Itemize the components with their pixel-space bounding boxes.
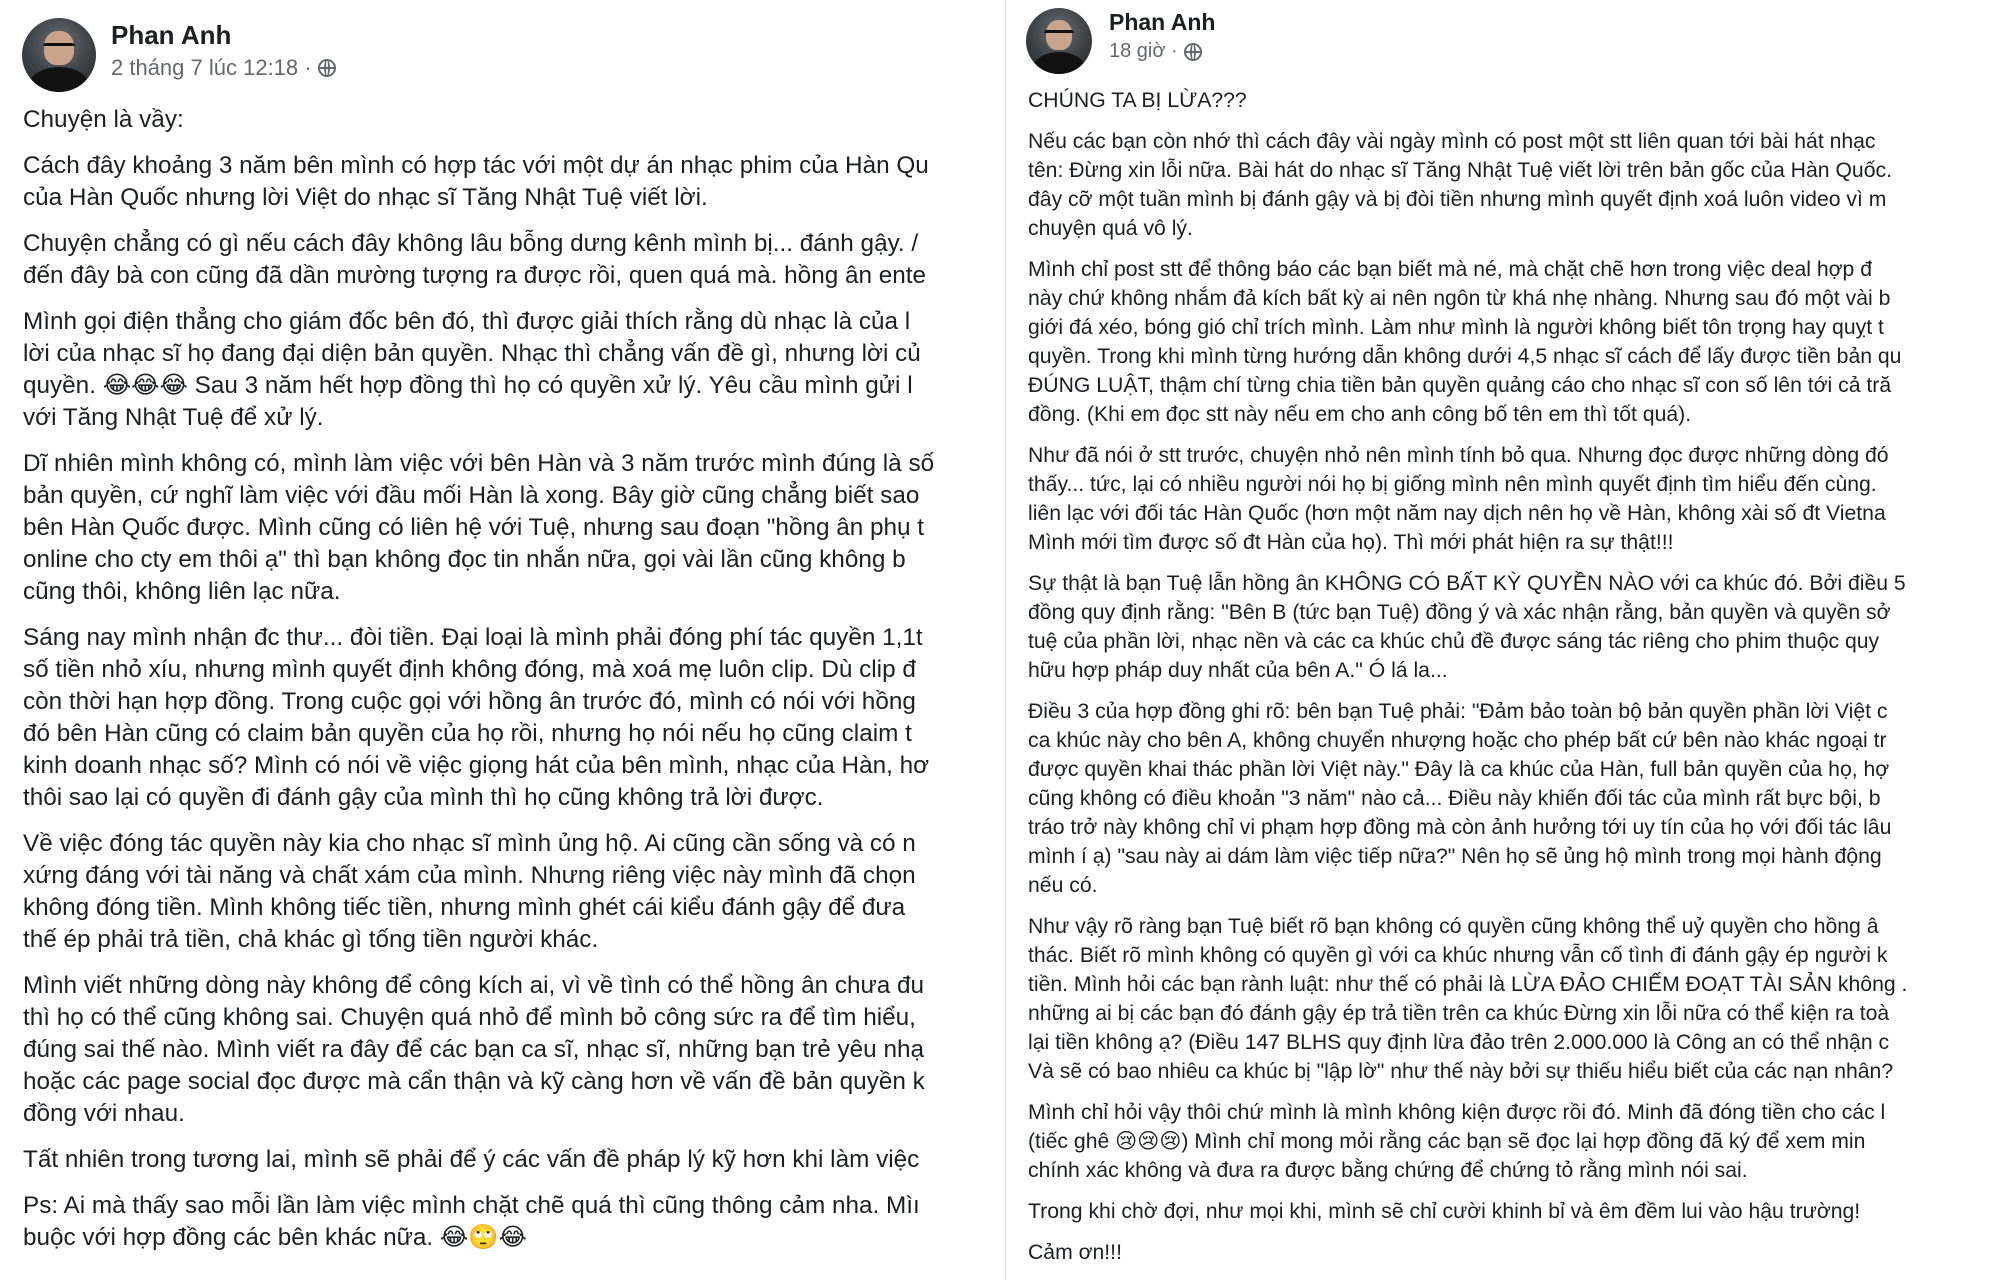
text-line: còn thời hạn hợp đồng. Trong cuộc gọi với hồng ân trước đó, mình có nói với hồng: [23, 688, 916, 715]
text-line: hữu hợp pháp duy nhất của bên A." Ó lá la...: [1028, 659, 1448, 682]
text-line: đồng. (Khi em đọc stt này nếu em cho anh công bố tên em thì tốt quá).: [1028, 403, 1692, 426]
author-name[interactable]: Phan Anh: [1109, 9, 1216, 35]
text-line: chuyện quá vô lý.: [1028, 217, 1193, 240]
text-line: đồng với nhau.: [23, 1100, 185, 1127]
text-line: đến đây bà con cũng đã dần mường tượng ra được rồi, quen quá mà. hồng ân ente: [23, 262, 927, 289]
avatar[interactable]: [22, 18, 96, 92]
text-line: buộc với hợp đồng các bên khác nữa. 😂🙄😂: [23, 1224, 527, 1251]
text-line: Tất nhiên trong tương lai, mình sẽ phải để ý các vấn đề pháp lý kỹ hơn khi làm việc: [23, 1146, 920, 1173]
text-line: Điều 3 của hợp đồng ghi rõ: bên bạn Tuệ phải: "Đảm bảo toàn bộ bản quyền phần lời Việt c: [1028, 700, 1888, 723]
text-line: Dĩ nhiên mình không có, mình làm việc với bên Hàn và 3 năm trước mình đúng là số: [23, 450, 935, 477]
text-line: Như vậy rõ ràng bạn Tuệ biết rõ bạn không có quyền cũng không thể uỷ quyền cho hồng â: [1028, 915, 1879, 938]
text-line: số tiền nhỏ xíu, nhưng mình quyết định không đóng, mà xoá mẹ luôn clip. Dù clip đ: [23, 656, 916, 683]
text-line: quyền. 😂😂😂 Sau 3 năm hết hợp đồng thì họ có quyền xử lý. Yêu cầu mình gửi l: [23, 372, 913, 399]
post-header: [1006, 0, 2000, 100]
text-line: chính xác không và đưa ra được bằng chứng để chứng tỏ rằng mình nói sai.: [1028, 1159, 1748, 1182]
text-line: Mình viết những dòng này không để công kích ai, vì về tình có thể hồng ân chưa đu: [23, 972, 925, 999]
text-line: ĐÚNG LUẬT, thậm chí từng chia tiền bản quyền quảng cáo cho nhạc sĩ con số lên tới cả tră: [1028, 374, 1892, 397]
post-meta: [1109, 40, 1202, 63]
text-line: kinh doanh nhạc số? Mình có nói về việc giọng hát của bên mình, nhạc của Hàn, hơ: [23, 752, 930, 779]
post-paragraph: [23, 622, 1000, 814]
text-line: đúng sai thế nào. Mình viết ra đây để các bạn ca sĩ, nhạc sĩ, những bạn trẻ yêu nhạ: [23, 1036, 924, 1063]
post-paragraph: [23, 306, 1000, 434]
text-line: đồng quy định rằng: "Bên B (tức bạn Tuệ) đồng ý và xác nhận rằng, bản quyền và quyền sở: [1028, 601, 1891, 624]
text-line: được quyền khai thác phần lời Việt này." Đây là ca khúc của Hàn, full bản quyền của họ, hợ: [1028, 758, 1890, 781]
text-line: Chuyện là vầy:: [23, 106, 184, 133]
text-line: cũng thôi, không liên lạc nữa.: [23, 578, 341, 605]
text-line: Cảm ơn!!!: [1028, 1241, 1122, 1264]
text-line: Sự thật là bạn Tuệ lẫn hồng ân KHÔNG CÓ BẤT KỲ QUYỀN NÀO với ca khúc đó. Bởi điều 5: [1028, 572, 1906, 595]
text-line: thấy... tức, lại có nhiều người nói họ bị giống mình nên mình quyết định tìm hiểu đến cùng.: [1028, 473, 1877, 496]
text-line: với Tăng Nhật Tuệ để xử lý.: [23, 404, 324, 431]
post-paragraph: [1028, 86, 2000, 115]
text-line: những ai bị các bạn đó đánh gậy ép trả tiền trên ca khúc Đừng xin lỗi nữa có thể kiện ra toà: [1028, 1002, 1890, 1025]
text-line: lại tiền không ạ? (Điều 147 BLHS quy định lừa đảo trên 2.000.000 là Công an có thể nhận c: [1028, 1031, 1890, 1054]
post-paragraph: [1028, 255, 2000, 429]
post-paragraph: [1028, 1098, 2000, 1185]
text-line: Như đã nói ở stt trước, chuyện nhỏ nên mình tính bỏ qua. Nhưng đọc được những dòng đó: [1028, 444, 1889, 467]
text-line: bên Hàn Quốc được. Mình cũng có liên hệ với Tuệ, nhưng sau đoạn "hồng ân phụ t: [23, 514, 925, 541]
post-body: [1028, 86, 2000, 1279]
text-line: tiền. Mình hỏi các bạn rành luật: như thế có phải là LỪA ĐẢO CHIẾM ĐOẠT TÀI SẢN không .: [1028, 973, 1908, 996]
text-line: Cách đây khoảng 3 năm bên mình có hợp tác với một dự án nhạc phim của Hàn Qu: [23, 152, 929, 179]
text-line: Ps: Ai mà thấy sao mỗi lần làm việc mình chặt chẽ quá thì cũng thông cảm nha. Mìı: [23, 1192, 920, 1219]
text-line: đây cỡ một tuần mình bị đánh gậy và bị đòi tiền nhưng mình quyết định xoá luôn video vì m: [1028, 188, 1887, 211]
post-paragraph: [23, 104, 1000, 136]
text-line: cũng không có điều khoản "3 năm" nào cả... Điều này khiến đối tác của mình rất bực bội, b: [1028, 787, 1881, 810]
post-paragraph: [1028, 912, 2000, 1086]
text-line: bản quyền, cứ nghĩ làm việc với đầu mối Hàn là xong. Bây giờ cũng chẳng biết sao: [23, 482, 920, 509]
post-paragraph: [23, 1190, 1000, 1254]
text-line: nếu có.: [1028, 874, 1098, 897]
post-header: [0, 0, 1000, 100]
post-paragraph: [1028, 697, 2000, 900]
text-line: thác. Biết rõ mình không có quyền gì với ca khúc nhưng vẫn cố tình đi đánh gậy ép người k: [1028, 944, 1888, 967]
text-line: Chuyện chẳng có gì nếu cách đây không lâu bỗng dưng kênh mình bị... đánh gậy. /: [23, 230, 919, 257]
text-line: Nếu các bạn còn nhớ thì cách đây vài ngày mình có post một stt liên quan tới bài hát nhạc: [1028, 130, 1876, 153]
post-paragraph: [1028, 1238, 2000, 1267]
text-line: liên lạc với đối tác Hàn Quốc (hơn một năm nay dịch nên họ về Hàn, không xài số đt Vietna: [1028, 502, 1886, 525]
text-line: đó bên Hàn cũng có claim bản quyền của họ rồi, nhưng họ nói nếu họ cũng claim t: [23, 720, 912, 747]
text-line: tuệ của phần lời, nhạc nền và các ca khúc chủ đề được sáng tác riêng cho phim thuộc quy: [1028, 630, 1880, 653]
post-body: [23, 104, 1000, 1268]
post-timestamp[interactable]: 2 tháng 7 lúc 12:18 ·: [111, 55, 312, 80]
post-paragraph: [23, 228, 1000, 292]
globe-icon[interactable]: [1184, 43, 1202, 61]
text-line: tráo trở này không chỉ vi phạm hợp đồng mà còn ảnh hưởng tới uy tín của họ với đối tác lâu: [1028, 816, 1892, 839]
text-line: tên: Đừng xin lỗi nữa. Bài hát do nhạc sĩ Tăng Nhật Tuệ viết lời trên bản gốc của Hàn Quốc.: [1028, 159, 1892, 182]
post-timestamp[interactable]: 18 giờ ·: [1109, 40, 1178, 62]
post-paragraph: [23, 150, 1000, 214]
text-line: online cho cty em thôi ạ" thì bạn không đọc tin nhắn nữa, gọi vài lần cũng không b: [23, 546, 906, 573]
author-name[interactable]: Phan Anh: [111, 20, 232, 50]
post-paragraph: [23, 970, 1000, 1130]
text-line: của Hàn Quốc nhưng lời Việt do nhạc sĩ Tăng Nhật Tuệ viết lời.: [23, 184, 708, 211]
post-paragraph: [23, 828, 1000, 956]
globe-icon[interactable]: [318, 59, 336, 77]
post-paragraph: [1028, 441, 2000, 557]
text-line: quyền. Trong khi mình từng hướng dẫn không dưới 4,5 nhạc sĩ cách để lấy được tiền bản qu: [1028, 345, 1902, 368]
text-line: mình í ạ) "sau này ai dám làm việc tiếp nữa?" Nên họ sẽ ủng hộ mình trong mọi hành động: [1028, 845, 1882, 868]
text-line: Mình mới tìm được số đt Hàn của họ). Thì mới phát hiện ra sự thật!!!: [1028, 531, 1674, 554]
text-line: này chứ không nhắm đả kích bất kỳ ai nên ngôn từ khá nhẹ nhàng. Nhưng sau đó một vài b: [1028, 287, 1891, 310]
text-line: thôi sao lại có quyền đi đánh gậy của mình thì họ cũng không trả lời được.: [23, 784, 824, 811]
post-paragraph: [1028, 569, 2000, 685]
text-line: thì họ có thể cũng không sai. Chuyện quá nhỏ để mình bỏ công sức ra để tìm hiểu,: [23, 1004, 916, 1031]
post-paragraph: [23, 1144, 1000, 1176]
post-paragraph: [1028, 1197, 2000, 1226]
text-line: Trong khi chờ đợi, như mọi khi, mình sẽ chỉ cười khinh bỉ và êm đềm lui vào hậu trường!: [1028, 1200, 1861, 1223]
text-line: Mình gọi điện thẳng cho giám đốc bên đó, thì được giải thích rằng dù nhạc là của l: [23, 308, 911, 335]
avatar[interactable]: [1026, 8, 1092, 74]
text-line: Mình chỉ post stt để thông báo các bạn biết mà né, mà chặt chẽ hơn trong việc deal hợp đ: [1028, 258, 1873, 281]
text-line: thế ép phải trả tiền, chả khác gì tống tiền người khác.: [23, 926, 599, 953]
post-paragraph: [23, 448, 1000, 608]
facebook-post-right: [1005, 0, 2000, 1280]
text-line: Mình chỉ hỏi vậy thôi chứ mình là mình không kiện được rồi đó. Minh đã đóng tiền cho các l: [1028, 1101, 1886, 1124]
text-line: xứng đáng với tài năng và chất xám của mình. Nhưng riêng việc này mình đã chọn: [23, 862, 916, 889]
text-line: CHÚNG TA BỊ LỪA???: [1028, 89, 1247, 112]
text-line: lời của nhạc sĩ họ đang đại diện bản quyền. Nhạc thì chẳng vấn đề gì, nhưng lời củ: [23, 340, 921, 367]
text-line: Và sẽ có bao nhiêu ca khúc bị "lập lờ" như thế này bởi sự thiếu hiểu biết của các nạn nhân?: [1028, 1060, 1894, 1083]
post-meta: [111, 55, 336, 81]
text-line: ca khúc này cho bên A, không chuyển nhượng hoặc cho phép bất cứ bên nào khác ngoại tr: [1028, 729, 1887, 752]
text-line: giới đá xéo, bóng gió chỉ trích mình. Làm như mình là người không biết tôn trọng hay quỵt t: [1028, 316, 1884, 339]
text-line: không đóng tiền. Mình không tiếc tiền, nhưng mình ghét cái kiểu đánh gậy để đưa: [23, 894, 906, 921]
text-line: Về việc đóng tác quyền này kia cho nhạc sĩ mình ủng hộ. Ai cũng cần sống và có n: [23, 830, 916, 857]
text-line: hoặc các page social đọc được mà cẩn thận và kỹ càng hơn về vấn đề bản quyền k: [23, 1068, 925, 1095]
text-line: (tiếc ghê 😢😢😢) Mình chỉ mong mỏi rằng các bạn sẽ đọc lại hợp đồng đã ký để xem min: [1028, 1130, 1866, 1153]
post-paragraph: [1028, 127, 2000, 243]
text-line: Sáng nay mình nhận đc thư... đòi tiền. Đại loại là mình phải đóng phí tác quyền 1,1t: [23, 624, 923, 651]
